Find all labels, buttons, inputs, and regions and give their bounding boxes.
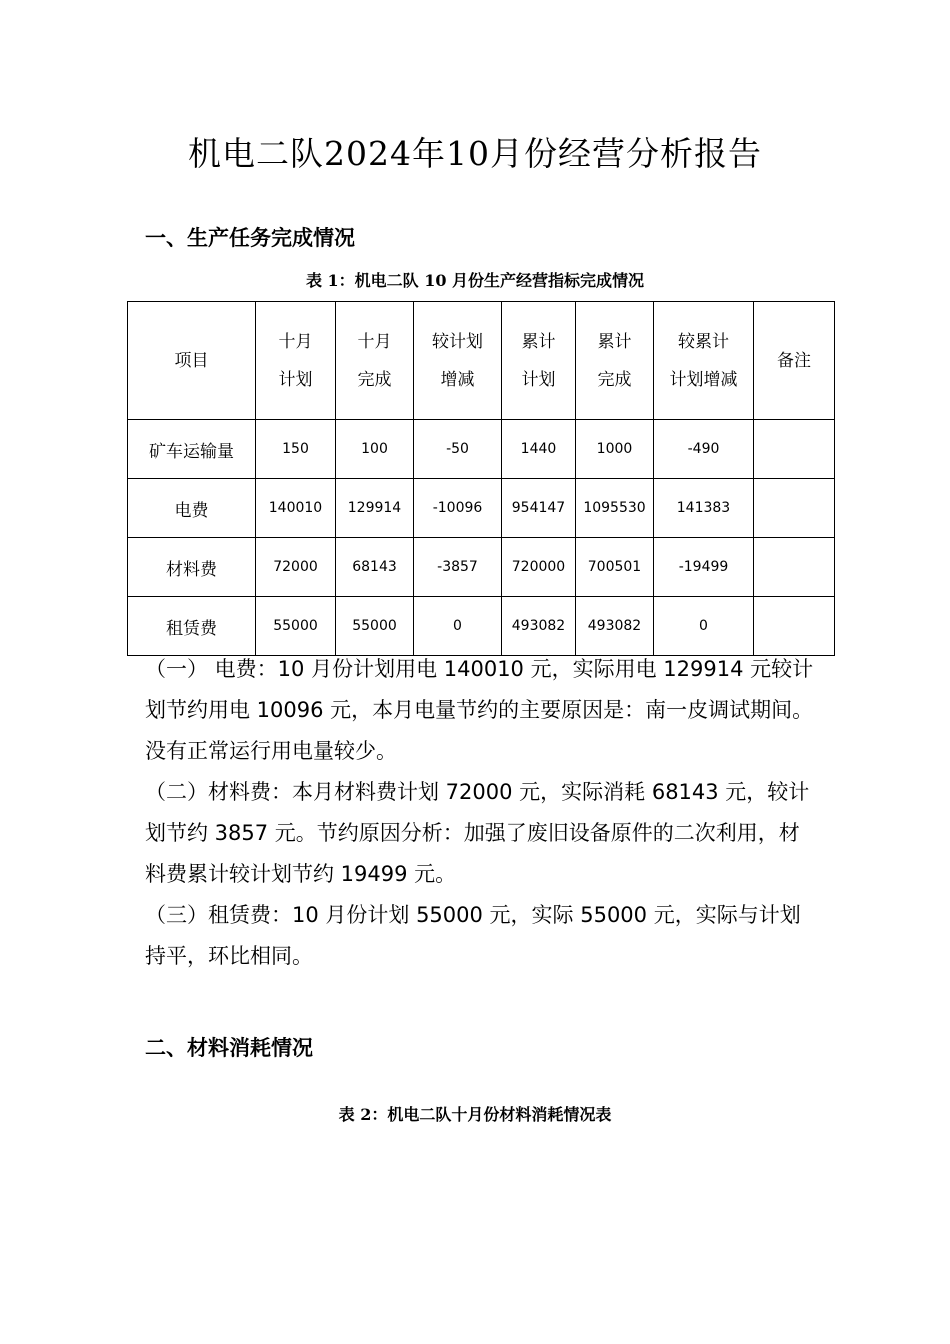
cum-plan-cell: 720000 (502, 538, 576, 597)
note-cell (754, 538, 835, 597)
table-row (128, 538, 835, 597)
row-label: 矿车运输量 (128, 420, 256, 479)
month-done-cell: 55000 (336, 597, 414, 656)
row-label: 材料费 (128, 538, 256, 597)
table-2-caption: 表 2：机电二队十月份材料消耗情况表 (338, 1105, 612, 1124)
cum-plan-cell: 1440 (502, 420, 576, 479)
section-2-heading: 二、材料消耗情况 (145, 1036, 313, 1060)
diff-cell: -10096 (414, 479, 502, 538)
cum-done-cell: 700501 (576, 538, 654, 597)
month-plan-cell: 150 (256, 420, 336, 479)
column-header-diff: 较计划 增减 (414, 302, 502, 420)
diff-cell: -50 (414, 420, 502, 479)
column-header-item: 项目 (128, 302, 256, 420)
row-label: 电费 (128, 479, 256, 538)
note-cell (754, 597, 835, 656)
electricity-paragraph: （一） 电费：10 月份计划用电 140010 元，实际用电 129914 元较计划节约用电 10096 元，本月电量节约的主要原因是：南一皮调试期间。没有正常运行用电量较少。 (145, 657, 814, 763)
material-paragraph: （二）材料费：本月材料费计划 72000 元，实际消耗 68143 元，较计划节约 3857 元。节约原因分析：加强了废旧设备原件的二次利用，材料费累计较计划节约 19499 元。 (145, 780, 810, 886)
table-header-row (128, 302, 835, 420)
table-1-caption: 表 1：机电二队 10 月份生产经营指标完成情况 (305, 271, 645, 290)
document-title: 机电二队2024年10月份经营分析报告 (188, 134, 762, 173)
analysis-text (145, 649, 815, 977)
cum-diff-cell: 141383 (654, 479, 754, 538)
column-header-month-plan: 十月 计划 (256, 302, 336, 420)
cum-plan-cell: 954147 (502, 479, 576, 538)
note-cell (754, 479, 835, 538)
production-indicators-table (127, 301, 835, 656)
table-row (128, 420, 835, 479)
cum-diff-cell: 0 (654, 597, 754, 656)
month-done-cell: 129914 (336, 479, 414, 538)
section-1-heading: 一、生产任务完成情况 (145, 226, 355, 250)
column-header-cum-done: 累计 完成 (576, 302, 654, 420)
diff-cell: -3857 (414, 538, 502, 597)
cum-plan-cell: 493082 (502, 597, 576, 656)
table-row (128, 479, 835, 538)
cum-done-cell: 1095530 (576, 479, 654, 538)
month-done-cell: 100 (336, 420, 414, 479)
table-row (128, 597, 835, 656)
month-plan-cell: 55000 (256, 597, 336, 656)
month-plan-cell: 140010 (256, 479, 336, 538)
column-header-cum-plan: 累计 计划 (502, 302, 576, 420)
row-label: 租赁费 (128, 597, 256, 656)
column-header-cum-diff: 较累计 计划增减 (654, 302, 754, 420)
lease-paragraph: （三）租赁费：10 月份计划 55000 元，实际 55000 元，实际与计划持平，环比相同。 (145, 903, 801, 968)
cum-done-cell: 493082 (576, 597, 654, 656)
note-cell (754, 420, 835, 479)
cum-diff-cell: -490 (654, 420, 754, 479)
diff-cell: 0 (414, 597, 502, 656)
column-header-month-done: 十月 完成 (336, 302, 414, 420)
month-done-cell: 68143 (336, 538, 414, 597)
cum-diff-cell: -19499 (654, 538, 754, 597)
column-header-note: 备注 (754, 302, 835, 420)
cum-done-cell: 1000 (576, 420, 654, 479)
month-plan-cell: 72000 (256, 538, 336, 597)
